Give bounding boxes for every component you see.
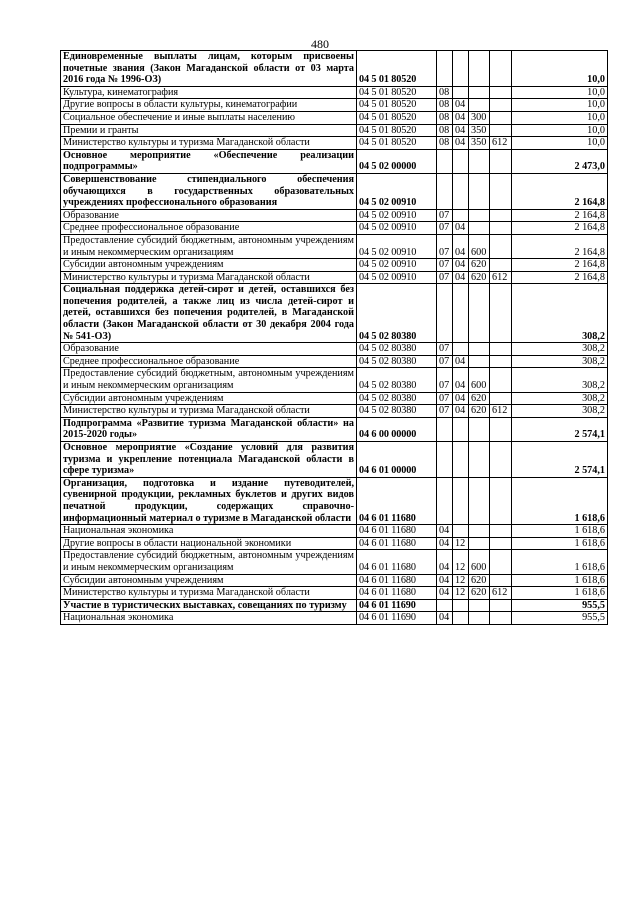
section-cell: 08 xyxy=(437,124,453,137)
target-article-cell: 04 6 01 11680 xyxy=(357,537,437,550)
administrator-code-cell xyxy=(490,599,512,612)
row-name-cell: Единовременные выплаты лицам, которым присвоены почетные звания (Закон Магаданской области от 03 марта 2016 года № 1996-ОЗ) xyxy=(61,51,357,87)
expense-type-cell xyxy=(469,537,490,550)
expense-type-cell: 620 xyxy=(469,259,490,272)
table-row xyxy=(61,368,608,392)
target-article-cell: 04 5 02 00000 xyxy=(357,149,437,173)
section-cell: 07 xyxy=(437,271,453,284)
amount-cell: 2 473,0 xyxy=(512,149,608,173)
subsection-cell xyxy=(453,284,469,343)
administrator-code-cell xyxy=(490,111,512,124)
expense-type-cell: 600 xyxy=(469,234,490,258)
amount-cell: 2 574,1 xyxy=(512,417,608,441)
administrator-code-cell xyxy=(490,392,512,405)
table-row xyxy=(61,525,608,538)
table-row xyxy=(61,271,608,284)
section-cell: 04 xyxy=(437,537,453,550)
expense-type-cell: 620 xyxy=(469,405,490,418)
target-article-cell: 04 6 01 11680 xyxy=(357,525,437,538)
row-name-cell: Участие в туристических выставках, совещаниях по туризму xyxy=(61,599,357,612)
administrator-code-cell xyxy=(490,149,512,173)
table-row xyxy=(61,222,608,235)
administrator-code-cell: 612 xyxy=(490,137,512,150)
amount-cell: 308,2 xyxy=(512,355,608,368)
administrator-code-cell xyxy=(490,550,512,574)
target-article-cell: 04 5 02 00910 xyxy=(357,259,437,272)
subsection-cell: 12 xyxy=(453,550,469,574)
table-row xyxy=(61,343,608,356)
table-row xyxy=(61,124,608,137)
row-name-cell: Субсидии автономным учреждениям xyxy=(61,392,357,405)
section-cell: 08 xyxy=(437,137,453,150)
administrator-code-cell xyxy=(490,417,512,441)
amount-cell: 955,5 xyxy=(512,612,608,625)
section-cell: 07 xyxy=(437,368,453,392)
table-row xyxy=(61,574,608,587)
table-row xyxy=(61,417,608,441)
expense-type-cell xyxy=(469,99,490,112)
amount-cell: 2 164,8 xyxy=(512,259,608,272)
amount-cell: 308,2 xyxy=(512,343,608,356)
administrator-code-cell xyxy=(490,124,512,137)
amount-cell: 1 618,6 xyxy=(512,587,608,600)
section-cell: 04 xyxy=(437,574,453,587)
target-article-cell: 04 6 01 11680 xyxy=(357,587,437,600)
target-article-cell: 04 5 01 80520 xyxy=(357,51,437,87)
subsection-cell: 04 xyxy=(453,222,469,235)
expense-type-cell xyxy=(469,525,490,538)
subsection-cell xyxy=(453,417,469,441)
row-name-cell: Министерство культуры и туризма Магаданской области xyxy=(61,587,357,600)
target-article-cell: 04 5 02 80380 xyxy=(357,284,437,343)
row-name-cell: Субсидии автономным учреждениям xyxy=(61,259,357,272)
expense-type-cell xyxy=(469,612,490,625)
target-article-cell: 04 5 02 80380 xyxy=(357,405,437,418)
row-name-cell: Министерство культуры и туризма Магаданской области xyxy=(61,271,357,284)
expense-type-cell: 350 xyxy=(469,124,490,137)
table-row xyxy=(61,173,608,209)
target-article-cell: 04 5 02 80380 xyxy=(357,368,437,392)
subsection-cell xyxy=(453,525,469,538)
expense-type-cell: 620 xyxy=(469,271,490,284)
administrator-code-cell xyxy=(490,368,512,392)
subsection-cell: 04 xyxy=(453,111,469,124)
row-name-cell: Культура, кинематография xyxy=(61,86,357,99)
row-name-cell: Национальная экономика xyxy=(61,612,357,625)
administrator-code-cell xyxy=(490,259,512,272)
table-row xyxy=(61,149,608,173)
table-row xyxy=(61,51,608,87)
amount-cell: 2 574,1 xyxy=(512,442,608,478)
section-cell: 07 xyxy=(437,355,453,368)
subsection-cell xyxy=(453,612,469,625)
subsection-cell: 04 xyxy=(453,99,469,112)
section-cell: 04 xyxy=(437,612,453,625)
table-row xyxy=(61,405,608,418)
amount-cell: 308,2 xyxy=(512,368,608,392)
row-name-cell: Национальная экономика xyxy=(61,525,357,538)
target-article-cell: 04 5 01 80520 xyxy=(357,137,437,150)
amount-cell: 955,5 xyxy=(512,599,608,612)
amount-cell: 10,0 xyxy=(512,86,608,99)
expense-type-cell xyxy=(469,284,490,343)
section-cell xyxy=(437,51,453,87)
section-cell: 07 xyxy=(437,209,453,222)
row-name-cell: Социальная поддержка детей-сирот и детей, оставшихся без попечения родителей, а также лиц из числа детей-сирот и детей, оставшихся без попечения родителей, в Магаданской области (Закон Магаданской области от 30 декабря 2004 года № 541-ОЗ) xyxy=(61,284,357,343)
table-row xyxy=(61,442,608,478)
amount-cell: 10,0 xyxy=(512,124,608,137)
subsection-cell xyxy=(453,51,469,87)
table-row xyxy=(61,392,608,405)
target-article-cell: 04 6 01 11690 xyxy=(357,612,437,625)
section-cell: 07 xyxy=(437,392,453,405)
administrator-code-cell xyxy=(490,284,512,343)
table-row xyxy=(61,209,608,222)
section-cell: 04 xyxy=(437,550,453,574)
target-article-cell: 04 6 01 11680 xyxy=(357,574,437,587)
subsection-cell: 04 xyxy=(453,259,469,272)
row-name-cell: Подпрограмма «Развитие туризма Магаданской области» на 2015-2020 годы» xyxy=(61,417,357,441)
subsection-cell xyxy=(453,442,469,478)
administrator-code-cell xyxy=(490,51,512,87)
page-number: 480 xyxy=(311,37,329,51)
expense-type-cell: 620 xyxy=(469,574,490,587)
expense-type-cell: 600 xyxy=(469,550,490,574)
expense-type-cell xyxy=(469,173,490,209)
administrator-code-cell: 612 xyxy=(490,271,512,284)
subsection-cell xyxy=(453,599,469,612)
administrator-code-cell xyxy=(490,442,512,478)
row-name-cell: Организация, подготовка и издание путеводителей, сувенирной продукции, рекламных буклетов и других видов печатной продукции, содержащих справочно-информационный материал о туризме в Магаданской области xyxy=(61,477,357,524)
administrator-code-cell xyxy=(490,99,512,112)
section-cell xyxy=(437,284,453,343)
table-row xyxy=(61,86,608,99)
administrator-code-cell xyxy=(490,343,512,356)
target-article-cell: 04 5 02 00910 xyxy=(357,209,437,222)
row-name-cell: Министерство культуры и туризма Магаданской области xyxy=(61,405,357,418)
target-article-cell: 04 5 02 00910 xyxy=(357,173,437,209)
subsection-cell: 04 xyxy=(453,234,469,258)
row-name-cell: Предоставление субсидий бюджетным, автономным учреждениям и иным некоммерческим организациям xyxy=(61,368,357,392)
amount-cell: 308,2 xyxy=(512,284,608,343)
table-row xyxy=(61,599,608,612)
table-row xyxy=(61,587,608,600)
amount-cell: 1 618,6 xyxy=(512,550,608,574)
section-cell xyxy=(437,149,453,173)
expense-type-cell xyxy=(469,209,490,222)
amount-cell: 1 618,6 xyxy=(512,525,608,538)
amount-cell: 10,0 xyxy=(512,99,608,112)
target-article-cell: 04 5 02 00910 xyxy=(357,271,437,284)
administrator-code-cell xyxy=(490,86,512,99)
subsection-cell: 04 xyxy=(453,355,469,368)
subsection-cell xyxy=(453,209,469,222)
subsection-cell: 04 xyxy=(453,405,469,418)
administrator-code-cell xyxy=(490,355,512,368)
table-row xyxy=(61,111,608,124)
subsection-cell: 12 xyxy=(453,574,469,587)
subsection-cell xyxy=(453,149,469,173)
subsection-cell: 04 xyxy=(453,368,469,392)
row-name-cell: Другие вопросы в области культуры, кинематографии xyxy=(61,99,357,112)
table-row xyxy=(61,477,608,524)
expense-type-cell xyxy=(469,417,490,441)
administrator-code-cell: 612 xyxy=(490,587,512,600)
target-article-cell: 04 6 01 11680 xyxy=(357,477,437,524)
target-article-cell: 04 5 01 80520 xyxy=(357,86,437,99)
expense-type-cell xyxy=(469,51,490,87)
subsection-cell: 04 xyxy=(453,124,469,137)
subsection-cell: 04 xyxy=(453,392,469,405)
amount-cell: 2 164,8 xyxy=(512,209,608,222)
section-cell: 04 xyxy=(437,525,453,538)
row-name-cell: Социальное обеспечение и иные выплаты населению xyxy=(61,111,357,124)
amount-cell: 1 618,6 xyxy=(512,574,608,587)
row-name-cell: Субсидии автономным учреждениям xyxy=(61,574,357,587)
table-row xyxy=(61,284,608,343)
administrator-code-cell: 612 xyxy=(490,405,512,418)
expense-type-cell: 600 xyxy=(469,368,490,392)
expense-type-cell: 620 xyxy=(469,587,490,600)
expense-type-cell xyxy=(469,355,490,368)
target-article-cell: 04 5 02 80380 xyxy=(357,355,437,368)
subsection-cell: 12 xyxy=(453,537,469,550)
target-article-cell: 04 6 01 00000 xyxy=(357,442,437,478)
amount-cell: 308,2 xyxy=(512,392,608,405)
row-name-cell: Образование xyxy=(61,209,357,222)
target-article-cell: 04 6 01 11690 xyxy=(357,599,437,612)
row-name-cell: Основное мероприятие «Обеспечение реализации подпрограммы» xyxy=(61,149,357,173)
subsection-cell: 04 xyxy=(453,137,469,150)
section-cell xyxy=(437,599,453,612)
amount-cell: 10,0 xyxy=(512,111,608,124)
administrator-code-cell xyxy=(490,477,512,524)
amount-cell: 2 164,8 xyxy=(512,173,608,209)
amount-cell: 10,0 xyxy=(512,137,608,150)
expense-type-cell xyxy=(469,86,490,99)
amount-cell: 2 164,8 xyxy=(512,271,608,284)
section-cell: 08 xyxy=(437,111,453,124)
table-row xyxy=(61,99,608,112)
row-name-cell: Образование xyxy=(61,343,357,356)
subsection-cell: 12 xyxy=(453,587,469,600)
row-name-cell: Основное мероприятие «Создание условий для развития туризма и укрепление потенциала Магаданской области в сфере туризма» xyxy=(61,442,357,478)
section-cell: 08 xyxy=(437,99,453,112)
section-cell: 07 xyxy=(437,259,453,272)
budget-table xyxy=(60,50,608,625)
row-name-cell: Предоставление субсидий бюджетным, автономным учреждениям и иным некоммерческим организациям xyxy=(61,550,357,574)
administrator-code-cell xyxy=(490,209,512,222)
target-article-cell: 04 6 01 11680 xyxy=(357,550,437,574)
section-cell xyxy=(437,173,453,209)
section-cell: 07 xyxy=(437,343,453,356)
expense-type-cell: 620 xyxy=(469,392,490,405)
amount-cell: 10,0 xyxy=(512,51,608,87)
administrator-code-cell xyxy=(490,537,512,550)
amount-cell: 1 618,6 xyxy=(512,537,608,550)
section-cell: 07 xyxy=(437,234,453,258)
expense-type-cell xyxy=(469,343,490,356)
administrator-code-cell xyxy=(490,574,512,587)
table-row xyxy=(61,234,608,258)
administrator-code-cell xyxy=(490,612,512,625)
budget-table-body xyxy=(61,51,608,625)
section-cell: 07 xyxy=(437,405,453,418)
subsection-cell xyxy=(453,477,469,524)
target-article-cell: 04 5 01 80520 xyxy=(357,111,437,124)
section-cell xyxy=(437,477,453,524)
section-cell: 08 xyxy=(437,86,453,99)
target-article-cell: 04 5 01 80520 xyxy=(357,124,437,137)
expense-type-cell xyxy=(469,599,490,612)
row-name-cell: Министерство культуры и туризма Магаданской области xyxy=(61,137,357,150)
row-name-cell: Другие вопросы в области национальной экономики xyxy=(61,537,357,550)
expense-type-cell xyxy=(469,149,490,173)
subsection-cell xyxy=(453,343,469,356)
expense-type-cell xyxy=(469,222,490,235)
target-article-cell: 04 5 02 80380 xyxy=(357,343,437,356)
subsection-cell: 04 xyxy=(453,271,469,284)
table-row xyxy=(61,355,608,368)
administrator-code-cell xyxy=(490,234,512,258)
administrator-code-cell xyxy=(490,222,512,235)
amount-cell: 308,2 xyxy=(512,405,608,418)
administrator-code-cell xyxy=(490,525,512,538)
row-name-cell: Среднее профессиональное образование xyxy=(61,355,357,368)
target-article-cell: 04 5 01 80520 xyxy=(357,99,437,112)
administrator-code-cell xyxy=(490,173,512,209)
target-article-cell: 04 5 02 80380 xyxy=(357,392,437,405)
expense-type-cell xyxy=(469,477,490,524)
amount-cell: 2 164,8 xyxy=(512,222,608,235)
section-cell: 04 xyxy=(437,587,453,600)
row-name-cell: Среднее профессиональное образование xyxy=(61,222,357,235)
row-name-cell: Премии и гранты xyxy=(61,124,357,137)
section-cell xyxy=(437,417,453,441)
amount-cell: 1 618,6 xyxy=(512,477,608,524)
expense-type-cell: 300 xyxy=(469,111,490,124)
row-name-cell: Предоставление субсидий бюджетным, автономным учреждениям и иным некоммерческим организациям xyxy=(61,234,357,258)
target-article-cell: 04 5 02 00910 xyxy=(357,222,437,235)
table-row xyxy=(61,537,608,550)
table-row xyxy=(61,612,608,625)
section-cell xyxy=(437,442,453,478)
table-row xyxy=(61,550,608,574)
expense-type-cell: 350 xyxy=(469,137,490,150)
subsection-cell xyxy=(453,86,469,99)
amount-cell: 2 164,8 xyxy=(512,234,608,258)
target-article-cell: 04 6 00 00000 xyxy=(357,417,437,441)
table-row xyxy=(61,259,608,272)
row-name-cell: Совершенствование стипендиального обеспечения обучающихся в государственных образовательных учреждениях профессионального образования xyxy=(61,173,357,209)
table-row xyxy=(61,137,608,150)
subsection-cell xyxy=(453,173,469,209)
section-cell: 07 xyxy=(437,222,453,235)
target-article-cell: 04 5 02 00910 xyxy=(357,234,437,258)
expense-type-cell xyxy=(469,442,490,478)
